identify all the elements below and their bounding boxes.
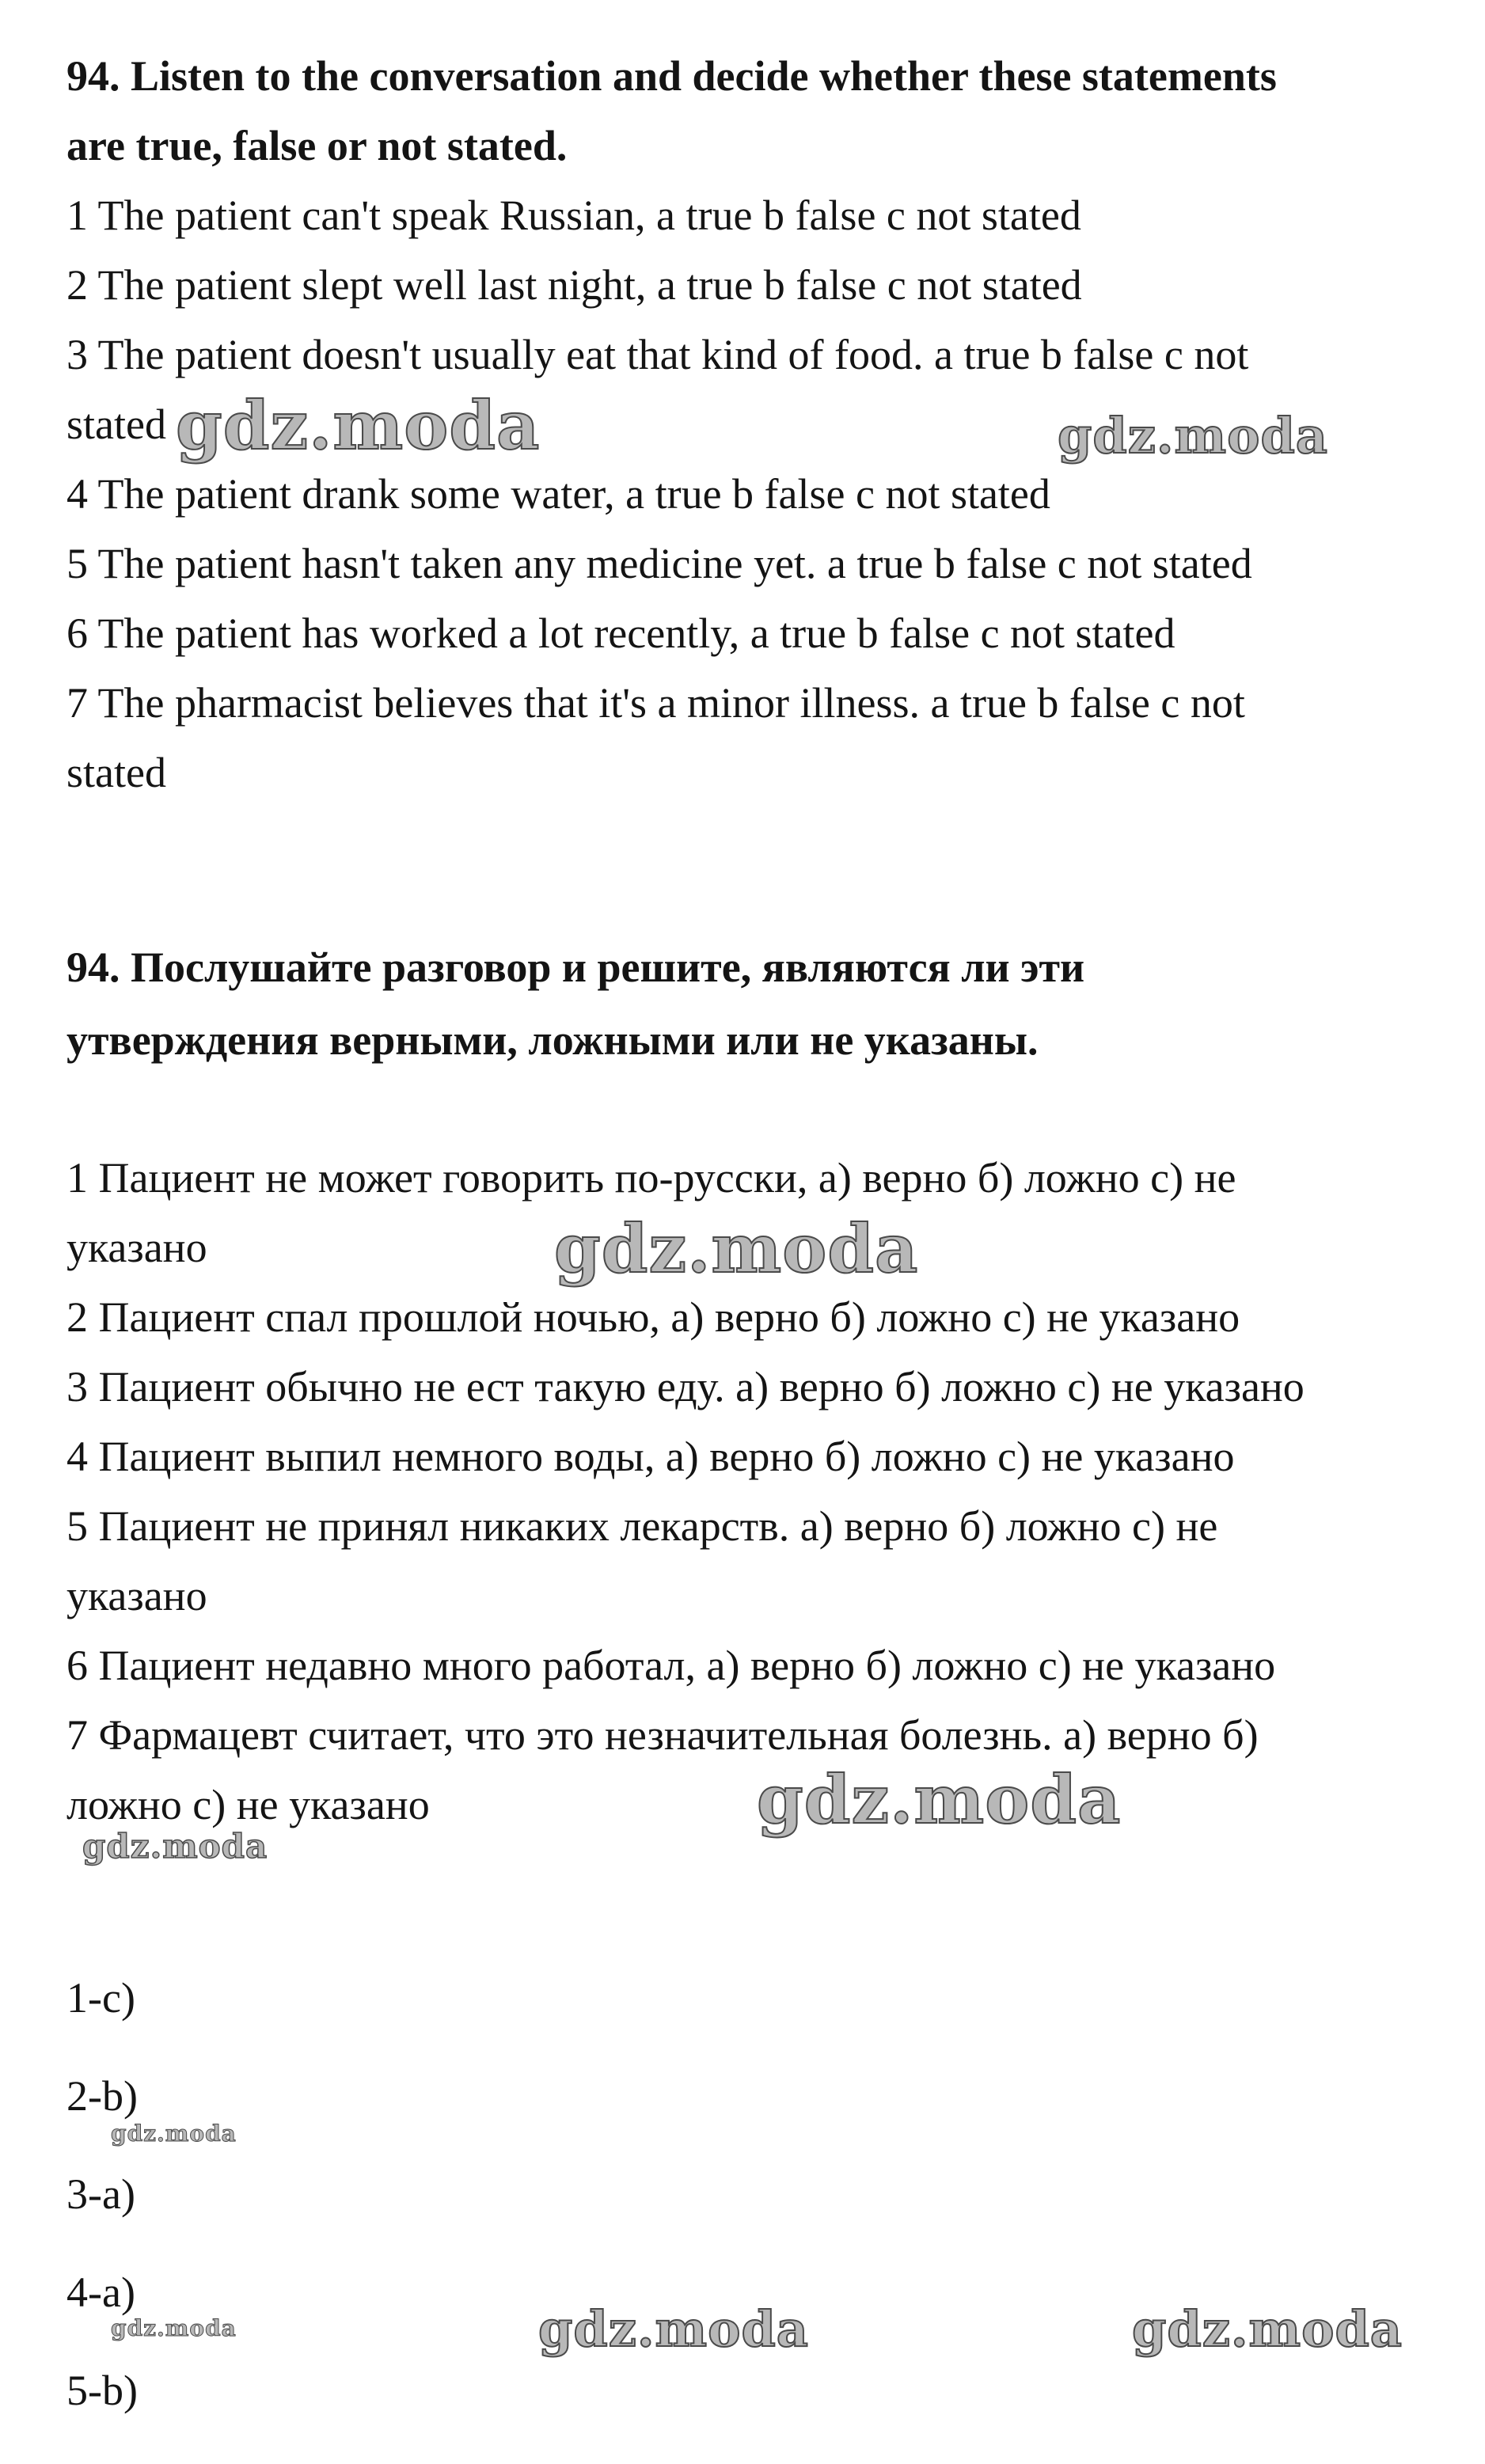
english-statement-5: 5 The patient hasn't taken any medicine yet. a true b false c not stated xyxy=(66,540,1252,587)
russian-statement-2: 2 Пациент спал прошлой ночью, а) верно б) ложно с) не указано xyxy=(66,1293,1240,1341)
watermark: gdz.moda xyxy=(538,2300,809,2358)
russian-statement-1-continued: указано xyxy=(66,1224,207,1271)
russian-statement-3: 3 Пациент обычно не ест такую еду. а) верно б) ложно с) не указано xyxy=(66,1363,1305,1410)
answer-5: 5-b) xyxy=(66,2367,138,2414)
russian-heading-line-1: 94. Послушайте разговор и решите, являются ли эти xyxy=(66,943,1085,991)
answer-3: 3-a) xyxy=(66,2170,135,2218)
watermark: gdz.moda xyxy=(1132,2300,1403,2358)
answer-4: 4-a) xyxy=(66,2268,135,2316)
english-statement-6: 6 The patient has worked a lot recently, a true b false c not stated xyxy=(66,609,1175,657)
watermark: gdz.moda xyxy=(111,2315,237,2341)
english-heading-line-1: 94. Listen to the conversation and decide whether these statements xyxy=(66,52,1277,100)
watermark: gdz.moda xyxy=(111,2120,237,2147)
english-statement-3-continued: stated xyxy=(66,401,166,448)
russian-statement-5: 5 Пациент не принял никаких лекарств. а) верно б) ложно с) не xyxy=(66,1502,1218,1550)
english-statement-1: 1 The patient can't speak Russian, a true b false c not stated xyxy=(66,192,1081,239)
english-heading-line-2: are true, false or not stated. xyxy=(66,122,568,169)
russian-statement-4: 4 Пациент выпил немного воды, а) верно б) ложно с) не указано xyxy=(66,1433,1235,1480)
russian-statement-7-continued: ложно с) не указано xyxy=(66,1781,430,1828)
russian-heading-line-2: утверждения верными, ложными или не указаны. xyxy=(66,1016,1039,1064)
watermark: gdz.moda xyxy=(82,1827,268,1866)
watermark: gdz.moda xyxy=(1058,407,1328,465)
english-statement-2: 2 The patient slept well last night, a true b false c not stated xyxy=(66,261,1082,309)
watermark: gdz.moda xyxy=(757,1760,1122,1839)
russian-statement-1: 1 Пациент не может говорить по-русски, а) верно б) ложно с) не xyxy=(66,1154,1236,1202)
russian-statement-5-continued: указано xyxy=(66,1572,207,1619)
english-statement-7: 7 The pharmacist believes that it's a minor illness. a true b false c not xyxy=(66,679,1245,727)
english-statement-4: 4 The patient drank some water, a true b false c not stated xyxy=(66,470,1050,518)
russian-statement-7: 7 Фармацевт считает, что это незначительная болезнь. а) верно б) xyxy=(66,1711,1259,1759)
russian-statement-6: 6 Пациент недавно много работал, а) верно б) ложно с) не указано xyxy=(66,1642,1276,1689)
watermark: gdz.moda xyxy=(554,1209,919,1288)
answer-1: 1-c) xyxy=(66,1974,135,2022)
watermark: gdz.moda xyxy=(176,386,541,465)
answer-2: 2-b) xyxy=(66,2072,138,2120)
english-statement-7-continued: stated xyxy=(66,749,166,796)
english-statement-3: 3 The patient doesn't usually eat that kind of food. a true b false c not xyxy=(66,331,1249,378)
